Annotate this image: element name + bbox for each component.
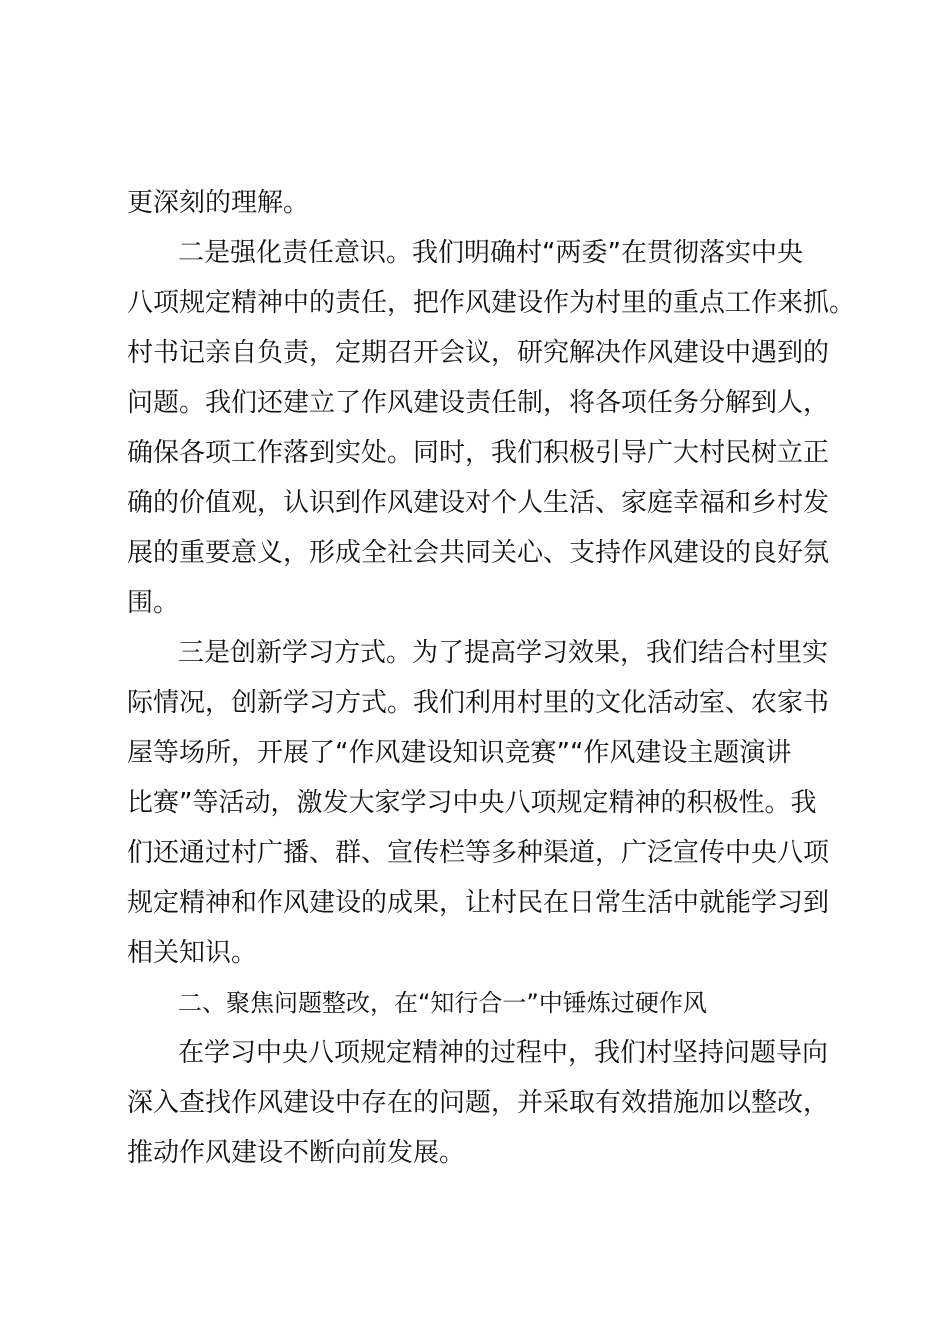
text-line: 际情况，创新学习方式。我们利用村里的文化活动室、农家书 xyxy=(127,688,830,718)
text-line: 展的重要意义，形成全社会共同关心、支持作风建设的良好氛 xyxy=(127,538,830,568)
text-line: 围。 xyxy=(127,588,180,618)
text-line: 问题。我们还建立了作风建设责任制，将各项任务分解到人， xyxy=(127,388,830,418)
text-line: 比赛”等活动，激发大家学习中央八项规定精神的积极性。我 xyxy=(127,788,817,818)
text-line: 规定精神和作风建设的成果，让村民在日常生活中就能学习到 xyxy=(127,888,830,918)
paragraph-start: 在学习中央八项规定精神的过程中，我们村坚持问题导向 xyxy=(178,1038,829,1068)
text-line: 确保各项工作落到实处。同时，我们积极引导广大村民树立正 xyxy=(127,438,830,468)
text-line: 深入查找作风建设中存在的问题，并采取有效措施加以整改， xyxy=(127,1088,830,1118)
section-heading: 二、聚焦问题整改，在“知行合一”中锤炼过硬作风 xyxy=(178,989,707,1017)
text-line: 们还通过村广播、群、宣传栏等多种渠道，广泛宣传中央八项 xyxy=(127,838,830,868)
paragraph-start: 二是强化责任意识。我们明确村“两委”在贯彻落实中央 xyxy=(178,238,803,268)
paragraph-start: 三是创新学习方式。为了提高学习效果，我们结合村里实 xyxy=(178,638,829,668)
text-line: 村书记亲自负责，定期召开会议，研究解决作风建设中遇到的 xyxy=(127,338,830,368)
text-line: 确的价值观，认识到作风建设对个人生活、家庭幸福和乡村发 xyxy=(127,488,830,518)
text-line: 更深刻的理解。 xyxy=(127,188,310,218)
text-line: 推动作风建设不断向前发展。 xyxy=(127,1138,466,1168)
text-line: 屋等场所，开展了“作风建设知识竞赛”“作风建设主题演讲 xyxy=(127,738,792,768)
text-line: 八项规定精神中的责任，把作风建设作为村里的重点工作来抓。 xyxy=(127,288,856,318)
text-line: 相关知识。 xyxy=(127,938,258,968)
